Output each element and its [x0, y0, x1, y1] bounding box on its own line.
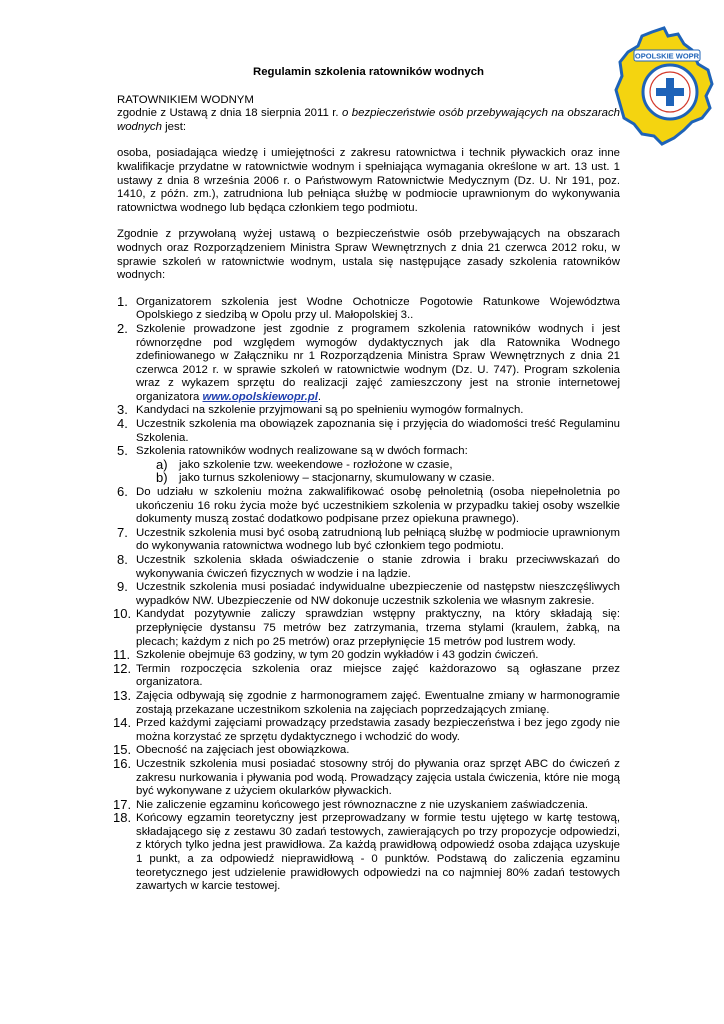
sub-list-item: b) jako turnus szkoleniowy – stacjonarny, skumulowany w czasie. — [156, 470, 495, 486]
list-item: 8. Uczestnik szkolenia składa oświadczenie o stanie zdrowia i braku przeciwwskazań do wykonywania ćwiczeń fizycznych w wodzie i na lądzie. — [117, 552, 620, 580]
list-item: 2. Szkolenie prowadzone jest zgodnie z programem szkolenia ratowników wodnych i jest równorzędne pod względem wymogów dydaktycznych jak dla Ratownika Wodnego zdefiniowanego w Załączniku nr 1 Rozporządzenia Ministra Spraw Wewnętrznych z dnia 21 czerwca 2012 r. w sprawie szkoleń w ratownictwie wodnym (Dz. U. 747). Program szkolenia wraz z wykazem sprzętu do realizacji zajęć zamieszczony jest na stronie internetowej organizatora www.opolskiewopr.pl. — [117, 320, 620, 403]
list-item: 1. Organizatorem szkolenia jest Wodne Ochotnicze Pogotowie Ratunkowe Województwa Opolskiego z siedzibą w Opolu przy ul. Małopolskiej 3.. — [117, 293, 620, 322]
sub-list-item: a) jako szkolenie tzw. weekendowe - rozłożone w czasie, — [156, 456, 453, 472]
intro-paragraph: Zgodnie z przywołaną wyżej ustawą o bezpieczeństwie osób przebywających na obszarach wodnych oraz Rozporządzeniem Ministra Spraw Wewnętrznych z dnia 21 czerwca 2012 roku, w sprawie szkoleń w ratownictwie wodnym, ustala się następujące zasady szkolenia ratowników wodnych: — [117, 228, 620, 282]
training-forms-list — [136, 456, 620, 486]
definition-legal-basis: zgodnie z Ustawą z dnia 18 sierpnia 2011 r. o bezpieczeństwie osób przebywających na obszarach wodnych jest: — [117, 107, 620, 133]
definition-body: osoba, posiadająca wiedzę i umiejętności z zakresu ratownictwa i technik pływackich oraz inne kwalifikacje przydatne w ratownictwie wodnym i spełniająca wymagania określone w art. 13 ust. 1 ustawy z dnia 8 września 2006 r. o Państwowym Ratownictwie Medycznym (Dz. U. Nr 191, poz. 1410, z późn. zm.), zatrudniona lub pełniąca służbę w podmiocie uprawnionym do wykonywania ratownictwa wodnego lub będąca członkiem tego podmiotu. — [117, 147, 620, 214]
list-item: 12. Termin rozpoczęcia szkolenia oraz miejsce zajęć każdorazowo są ogłaszane przez organizatora. — [113, 660, 620, 689]
wopr-emblem-icon — [612, 26, 718, 148]
wopr-logo — [612, 26, 718, 148]
list-item: 3. Kandydaci na szkolenie przyjmowani są po spełnieniu wymogów formalnych. — [117, 402, 524, 418]
list-item: 9. Uczestnik szkolenia musi posiadać indywidualne ubezpieczenie od następstw nieszczęśliwych wypadków NW. Ubezpieczenie od NW dokonuje uczestnik szkolenia we własnym zakresie. — [117, 579, 620, 607]
list-item: 6. Do udziału w szkoleniu można zakwalifikować osobę pełnoletnią (osoba niepełnoletnia po ukończeniu 16 roku życia może być uczestnikiem szkolenia w przypadku takiej osoby wszelkie dokumenty muszą zostać dodatkowo podpisane przez opiekuna prawnego). — [117, 484, 620, 526]
document-title: Regulamin szkolenia ratowników wodnych — [252, 66, 485, 78]
list-item: 15. Obecność na zajęciach jest obowiązkowa. — [113, 742, 350, 758]
document-body — [113, 66, 620, 894]
list-item: 16. Uczestnik szkolenia musi posiadać stosowny strój do pływania oraz sprzęt ABC do ćwiczeń z zakresu nurkowania i pływania pod wodą. Prowadzący zajęcia ustala ćwiczenia, które nie mogą być wykonywane z użyciem okularków pływackich. — [113, 755, 620, 798]
act-title: o bezpieczeństwie osób przebywających na obszarach wodnych — [117, 107, 620, 133]
definition-heading: RATOWNIKIEM WODNYM — [117, 93, 254, 106]
list-item: 14. Przed każdymi zajęciami prowadzący przedstawia zasady bezpieczeństwa i bez jego zgody nie można korzystać ze sprzętu dydaktycznego i wchodzić do wody. — [113, 715, 620, 743]
list-item: 11. Szkolenie obejmuje 63 godziny, w tym 20 godzin wykładów i 43 godzin ćwiczeń. — [113, 647, 539, 663]
list-item: 4. Uczestnik szkolenia ma obowiązek zapoznania się i przyjęcia do wiadomości treść Regulaminu Szkolenia. — [117, 416, 620, 444]
list-item: 17. Nie zaliczenie egzaminu końcowego jest równoznaczne z nie uzyskaniem zaświadczenia. — [113, 796, 589, 812]
rules-list — [113, 293, 620, 894]
list-item: 5. Szkolenia ratowników wodnych realizowane są w dwóch formach: a) jako szkolenie tzw. weekendowe - rozłożone w czasie, b) jako turnus szkoleniowy – stacjonarny, skumulowany w czasie. — [117, 445, 620, 486]
list-item: 7. Uczestnik szkolenia musi być osobą zatrudnioną lub pełniącą służbę w podmiocie uprawnionym do wykonywania ratownictwa wodnego lub być członkiem tego podmiotu. — [117, 524, 620, 553]
list-item: 18. Końcowy egzamin teoretyczny jest przeprowadzany w formie testu ujętego w kartę testową, składającego się z zestawu 30 zadań testowych, zawierających po trzy propozycje odpowiedzi, z których tylko jedna jest prawidłowa. Za każdą prawidłową odpowiedź osoba zdająca uzyskuje 1 punkt, a za odpowiedź nieprawidłową - 0 punktów. Podstawą do zaliczenia egzaminu teoretycznego jest udzielenie prawidłowych odpowiedzi na co najmniej 80% zadań testowych zawartych w karcie testowej. — [113, 810, 620, 893]
list-item: 13. Zajęcia odbywają się zgodnie z harmonogramem zajęć. Ewentualne zmiany w harmonogramie zostają przekazane uczestnikom szkolenia na zajęciach poprzedzających zmianę. — [113, 687, 620, 716]
list-item: 10. Kandydat pozytywnie zaliczy sprawdzian wstępny praktyczny, na który składają się: przepłynięcie dystansu 75 metrów bez zatrzymania, trzema stylami (kraulem, żabką, na plecach; każdym z nich po 25 metrów) oraz przepłynięcie 15 metrów pod lustrem wody. — [113, 606, 620, 648]
website-link[interactable]: www.opolskiewopr.pl — [202, 390, 318, 403]
logo-text: OPOLSKIE WOPR — [634, 51, 700, 61]
